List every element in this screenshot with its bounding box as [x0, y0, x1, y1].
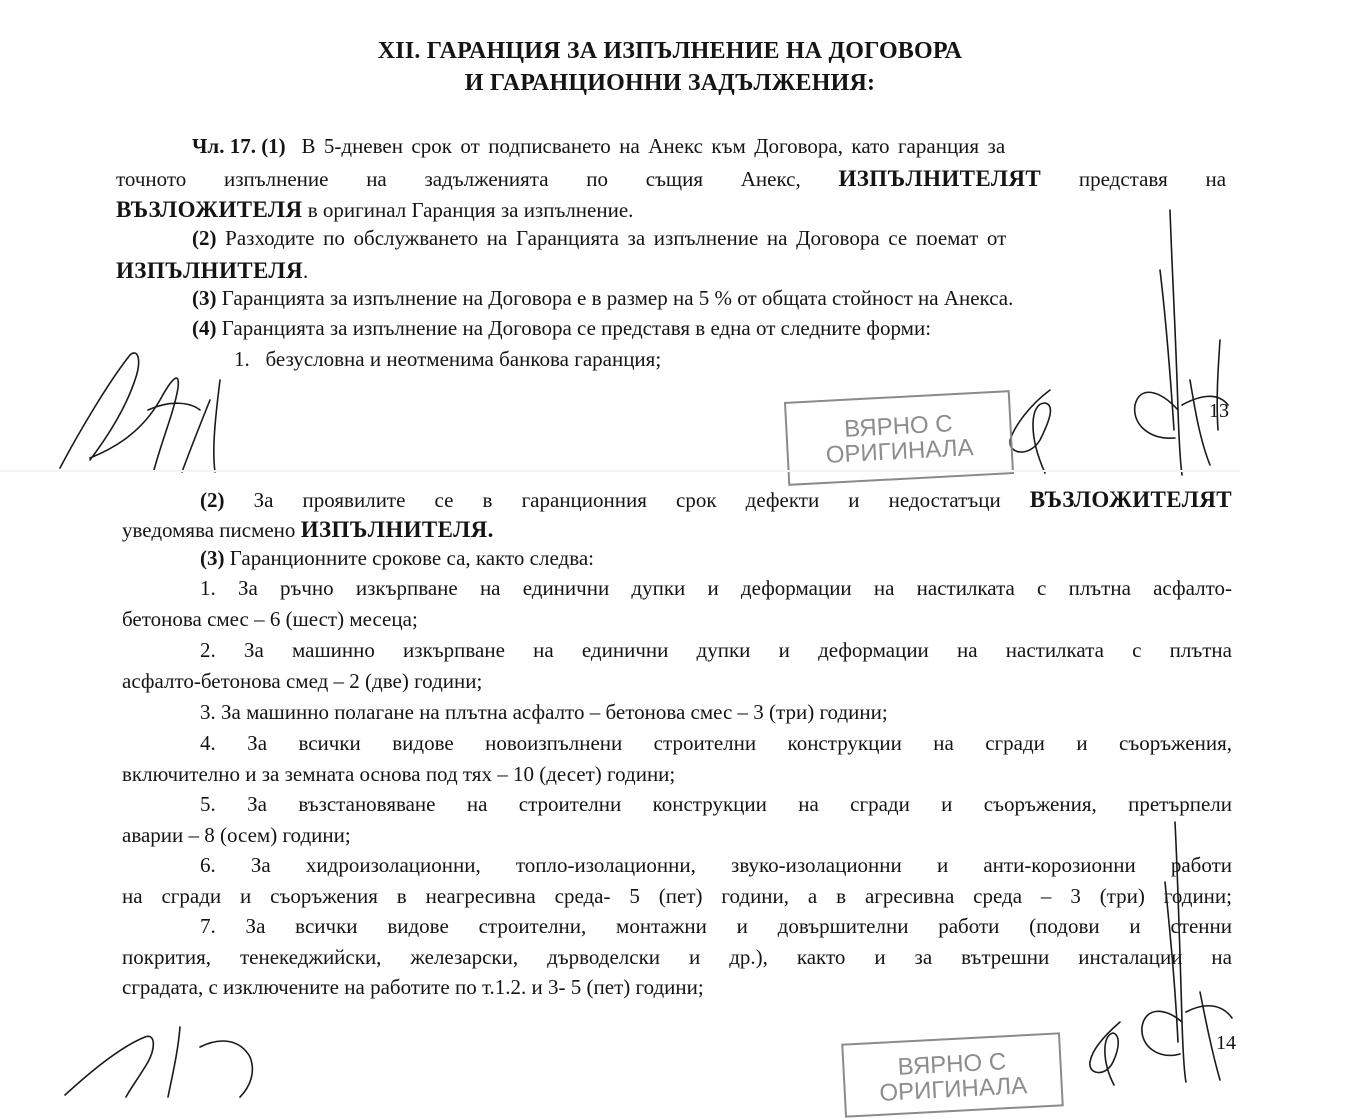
p2-paragraph-3-text: Гаранционните срокове са, както следва:	[229, 546, 595, 570]
paragraph-3-number: (3)	[192, 286, 217, 310]
p2-paragraph-2-line-2-text: уведомява писмено	[122, 518, 296, 542]
warranty-item-6-line-1: 6. За хидроизолационни, топло-изолационни, звуко-изолационни и анти-корозионни работи	[200, 853, 1232, 877]
article-17-label: Чл. 17. (1)	[192, 134, 286, 158]
party-contractor: ИЗПЪЛНИТЕЛЯТ	[838, 166, 1042, 191]
article-17-line-1	[192, 136, 1005, 157]
paragraph-2-end: .	[302, 259, 309, 283]
warranty-item-2-line-1: 2. За машинно изкърпване на единични дупки и деформации на настилката с плътна	[200, 638, 1232, 662]
section-heading-line-1: XII. ГАРАНЦИЯ ЗА ИЗПЪЛНЕНИЕ НА ДОГОВОРА	[377, 38, 963, 64]
paragraph-2-text: Разходите по обслужването на Гаранцията за изпълнение на Договора се поемат от	[225, 226, 1007, 250]
warranty-item-7-line-3: сградата, с изключените на работите по т.1.2. и 3- 5 (пет) години;	[122, 975, 704, 999]
section-heading-line-2: И ГАРАНЦИОННИ ЗАДЪЛЖЕНИЯ:	[464, 70, 876, 96]
article-17-line-3	[116, 198, 633, 221]
warranty-item-2-line-2: асфалто-бетонова смед – 2 (две) години;	[122, 669, 483, 693]
warranty-item-5-line-2: аварии – 8 (осем) години;	[122, 823, 351, 847]
paragraph-3-text: Гаранцията за изпълнение на Договора е в размер на 5 % от общата стойност на Анекса.	[221, 286, 1014, 310]
paragraph-4-number: (4)	[192, 316, 217, 340]
document-page-13	[0, 0, 1371, 472]
paragraph-4	[192, 318, 931, 339]
warranty-item-1-line-1: 1. За ръчно изкърпване на единични дупки и деформации на настилката с плътна асфалто-	[200, 576, 1232, 600]
party-contractor-2: ИЗПЪЛНИТЕЛЯ.	[300, 517, 494, 542]
stamp-line-1-p2: ВЯРНО С	[897, 1048, 1007, 1081]
stamp-line-2-p2: ОРИГИНАЛА	[878, 1072, 1028, 1108]
party-client-2: ВЪЗЛОЖИТЕЛЯТ	[1029, 487, 1232, 512]
list-item-number: 1.	[234, 347, 250, 371]
signature-right-page-13	[1100, 210, 1260, 475]
document-page-14	[0, 472, 1371, 1108]
paragraph-2-number: (2)	[192, 226, 217, 250]
party-client: ВЪЗЛОЖИТЕЛЯ	[116, 197, 303, 222]
paragraph-2-line-2	[116, 259, 308, 282]
warranty-item-4-line-1: 4. За всички видове новоизпълнени строителни конструкции на сгради и съоръжения,	[200, 731, 1232, 755]
warranty-item-1-line-2: бетонова смес – 6 (шест) месеца;	[122, 607, 418, 631]
p2-paragraph-3-number: (3)	[200, 546, 225, 570]
paragraph-4-text: Гаранцията за изпълнение на Договора се представя в една от следните форми:	[221, 316, 932, 340]
list-item-text: безусловна и неотменима банкова гаранция;	[265, 347, 662, 371]
page-number-14: 14	[1216, 1032, 1236, 1054]
p2-paragraph-2-line-2	[122, 518, 494, 541]
page-number-13: 13	[1209, 400, 1229, 422]
list-item-bank-guarantee	[234, 349, 661, 370]
signature-initial-page-14	[1080, 1017, 1130, 1087]
article-17-text: В 5-дневен срок от подписването на Анекс към Договора, като гаранция за	[301, 134, 1006, 158]
warranty-item-3-line-1: 3. За машинно полагане на плътна асфалто – бетонова смес – 3 (три) години;	[200, 700, 888, 724]
p2-paragraph-2-line-1	[200, 488, 1232, 511]
article-17-line-2-text: точното изпълнение на задълженията по същия Анекс,	[116, 167, 801, 191]
signature-left-page-14	[60, 1017, 280, 1097]
warranty-item-7-line-2: покрития, тенекеджийски, железарски, дърводелски и др.), както и за вътрешни инсталации на	[122, 945, 1232, 969]
paragraph-3	[192, 288, 1013, 309]
warranty-item-6-line-2: на сгради и съоръжения в неагресивна среда- 5 (пет) години, а в агресивна среда – 3 (три) години;	[122, 884, 1232, 908]
paragraph-2-line-1	[192, 228, 1006, 249]
p2-paragraph-2-text: За проявилите се в гаранционния срок дефекти и недостатъци	[253, 488, 1001, 512]
paragraph-2-party: ИЗПЪЛНИТЕЛЯ	[116, 258, 303, 283]
stamp-line-2: ОРИГИНАЛА	[825, 434, 975, 470]
article-17-line-2-end: представя на	[1078, 167, 1227, 191]
p2-paragraph-3	[200, 548, 594, 569]
article-17-line-3-text: в оригинал Гаранция за изпълнение.	[307, 198, 634, 222]
stamp-certified-copy-14	[841, 1032, 1064, 1117]
signature-left-page-13	[50, 340, 240, 475]
stamp-line-1: ВЯРНО С	[843, 410, 954, 443]
warranty-item-4-line-2: включително и за земната основа под тях – 10 (десет) години;	[122, 762, 676, 786]
p2-paragraph-2-number: (2)	[200, 488, 225, 512]
warranty-item-5-line-1: 5. За възстановяване на строителни конструкции на сгради и съоръжения, претърпели	[200, 792, 1232, 816]
article-17-line-2	[116, 167, 1226, 190]
warranty-item-7-line-1: 7. За всички видове строителни, монтажни и довършителни работи (подови и стенни	[200, 914, 1232, 938]
